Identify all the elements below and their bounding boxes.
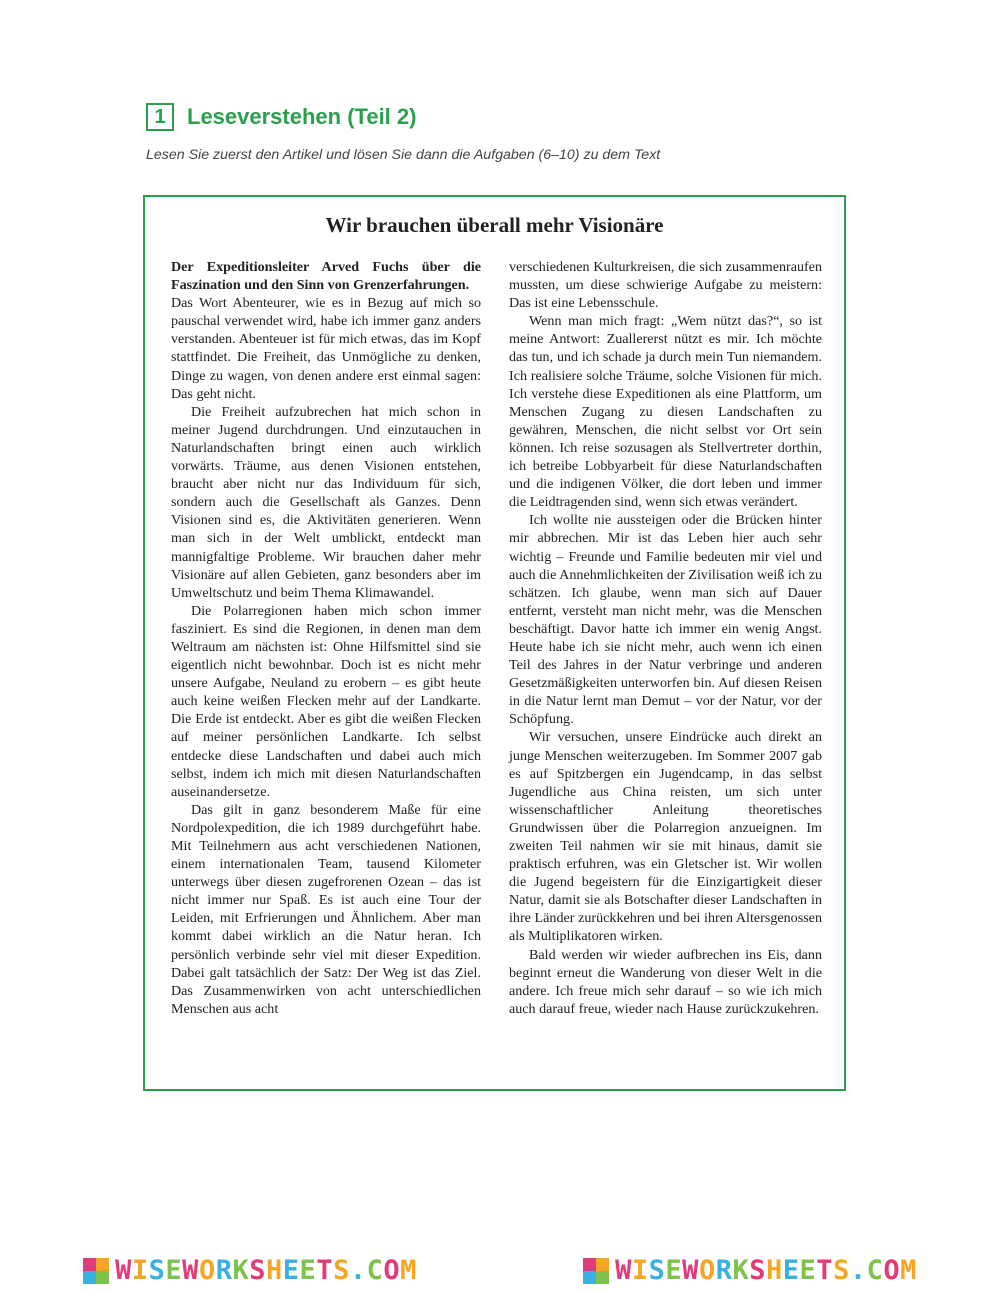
article-title: Wir brauchen überall mehr Visionäre — [325, 213, 664, 237]
article-paragraph: Das Wort Abenteurer, wie es in Bezug auf mich so pauschal verwendet wird, habe ich immer ganz anders verstanden. Abenteuer ist für mich etwas, das im Kopf stattfindet. Die Freiheit, das Unmögliche zu denken, Dinge zu wagen, von denen andere erst einmal sagen: Das geht nicht. — [171, 295, 481, 402]
article-paragraph: Wir versuchen, unsere Eindrücke auch direkt an junge Menschen weiterzugeben. Im Sommer 2007 gab es auf Spitzbergen ein Jugendcamp, in das selbst Jugendliche aus China reisten, um sich unter wissenschaftlicher Anleitung theoretisches Grundwissen über die Polarregion anzueignen. Im zweiten Teil nahmen wir sie mit hinaus, damit sie praktisch erfuhren, was ein Gletscher ist. Wir wollen die Jugend begeistern für die Einzigartigkeit dieser Natur, damit sie als Botschafter dieser Landschaften in ihre Länder zurückkehren und bei ihren Altersgenossen als Multiplikatoren wirken. — [509, 729, 822, 945]
logo-icon — [83, 1258, 109, 1284]
article-paragraph-continued: verschiedenen Kulturkreisen, die sich zusammenraufen mussten, um diese schwierige Aufgabe zu meistern: Das ist eine Lebensschule. — [509, 259, 822, 312]
section-number: 1 — [146, 103, 174, 131]
article-paragraph: Das gilt in ganz besonderem Maße für eine Nordpolexpedition, die ich 1989 durchgeführt habe. Mit Teilnehmern aus acht verschiedenen Nationen, einem internationalen Team, tausend Kilometer unterwegs über diesen zugefrorenen Ozean – das ist nicht immer nur Spaß. Es ist auch eine Tour der Leiden, mit Erfrierungen und Ähnlichem. Aber man kommt dabei wirklich an die Natur heran. Ich persönlich verbinde sehr viel mit dieser Expedition. Dabei galt tatsächlich der Satz: Der Weg ist das Ziel. Das Zusammenwirken von acht unterschiedlichen Menschen aus acht — [171, 801, 481, 1017]
section-title: Leseverstehen (Teil 2) — [187, 104, 417, 129]
instruction-text: Lesen Sie zuerst den Artikel und lösen Sie dann die Aufgaben (6–10) zu dem Text — [146, 147, 661, 163]
watermark-text: WISEWORKSHEETS.COM — [115, 1255, 417, 1286]
article-paragraph: Bald werden wir wieder aufbrechen ins Eis, dann beginnt erneut die Wanderung von dieser Welt in die andere. Ich freue mich sehr darauf – so wie ich mich auch darauf freue, wieder nach Hause zurückzukehren. — [509, 946, 822, 1017]
logo-icon — [583, 1258, 609, 1284]
watermark — [583, 1255, 917, 1286]
watermark-footer — [0, 1250, 1000, 1291]
article-paragraph: Die Freiheit aufzubrechen hat mich schon in meiner Jugend durchdrungen. Und einzutauchen in Naturlandschaften bringt einen auch wirklich vorwärts. Träume, aus denen Visionen entstehen, braucht aber nicht nur das Individuum für sich, sondern auch die Gesellschaft als Ganzes. Denn Visionen sind es, die Aktivitäten generieren. Wenn man sich in der Welt umblickt, entdeckt man mannigfaltige Probleme. Wir brauchen daher mehr Visionäre auf allen Gebieten, ganz besonders aber im Umweltschutz und beim Thema Klimawandel. — [171, 403, 481, 601]
article-box — [143, 195, 846, 1091]
article-paragraph: Wenn man mich fragt: „Wem nützt das?“, so ist meine Antwort: Zuallererst nützt es mir. Ich möchte das tun, und ich schade ja durch mein Tun niemandem. Ich realisiere solche Träume, solche Visionen für mich. Ich verstehe diese Expeditionen als eine Plattform, um Menschen Zugang zu diesen Landschaften zu gewähren, Menschen, die nicht selbst vor Ort sein können. Ich reise sozusagen als Stellvertreter dorthin, ich betreibe Lobbyarbeit für diese Naturlandschaften und die indigenen Völker, die dort leben und immer die Leidtragenden sind, wenn sich etwas verändert. — [509, 313, 822, 511]
article-lead: Der Expeditionsleiter Arved Fuchs über die Faszination und den Sinn von Grenzerfahrungen. — [171, 259, 481, 294]
article-paragraph: Die Polarregionen haben mich schon immer fasziniert. Es sind die Regionen, in denen man dem Weltraum am nächsten ist: Ohne Hilfsmittel sind sie eigentlich nicht bewohnbar. Doch ist es nicht mehr unsere Aufgabe, Neuland zu erobern – es gibt heute auch keine weißen Flecken mehr auf der Landkarte. Die Erde ist entdeckt. Aber es gibt die weißen Flecken auf meiner persönlichen Landkarte. Ich selbst entdecke diese Landschaften und dabei auch mich selbst, indem ich mich mit diesen Naturlandschaften auseinandersetze. — [171, 602, 481, 800]
section-header — [146, 103, 416, 131]
article-column-left — [171, 258, 481, 1018]
article-column-right — [509, 258, 822, 1018]
watermark-text: WISEWORKSHEETS.COM — [615, 1255, 917, 1286]
article-paragraph: Ich wollte nie aussteigen oder die Brücken hinter mir abbrechen. Mir ist das Leben hier auch sehr wichtig – Freunde und Familie bedeuten mir viel und auch die Annehmlichkeiten der Zivilisation weiß ich zu schätzen. Ich glaube, wenn man sich auf Dauer entfernt, versteht man nicht mehr, was die Menschen beschäftigt. Davor hatte ich immer ein wenig Angst. Heute habe ich sie nicht mehr, auch wenn ich einen Teil des Jahres in der Natur verbringe und anderen Gesetzmäßigkeiten unterworfen bin. Auf diesen Reisen in die Natur lernt man Demut – vor der Natur, vor der Schöpfung. — [509, 512, 822, 728]
watermark — [83, 1255, 417, 1286]
